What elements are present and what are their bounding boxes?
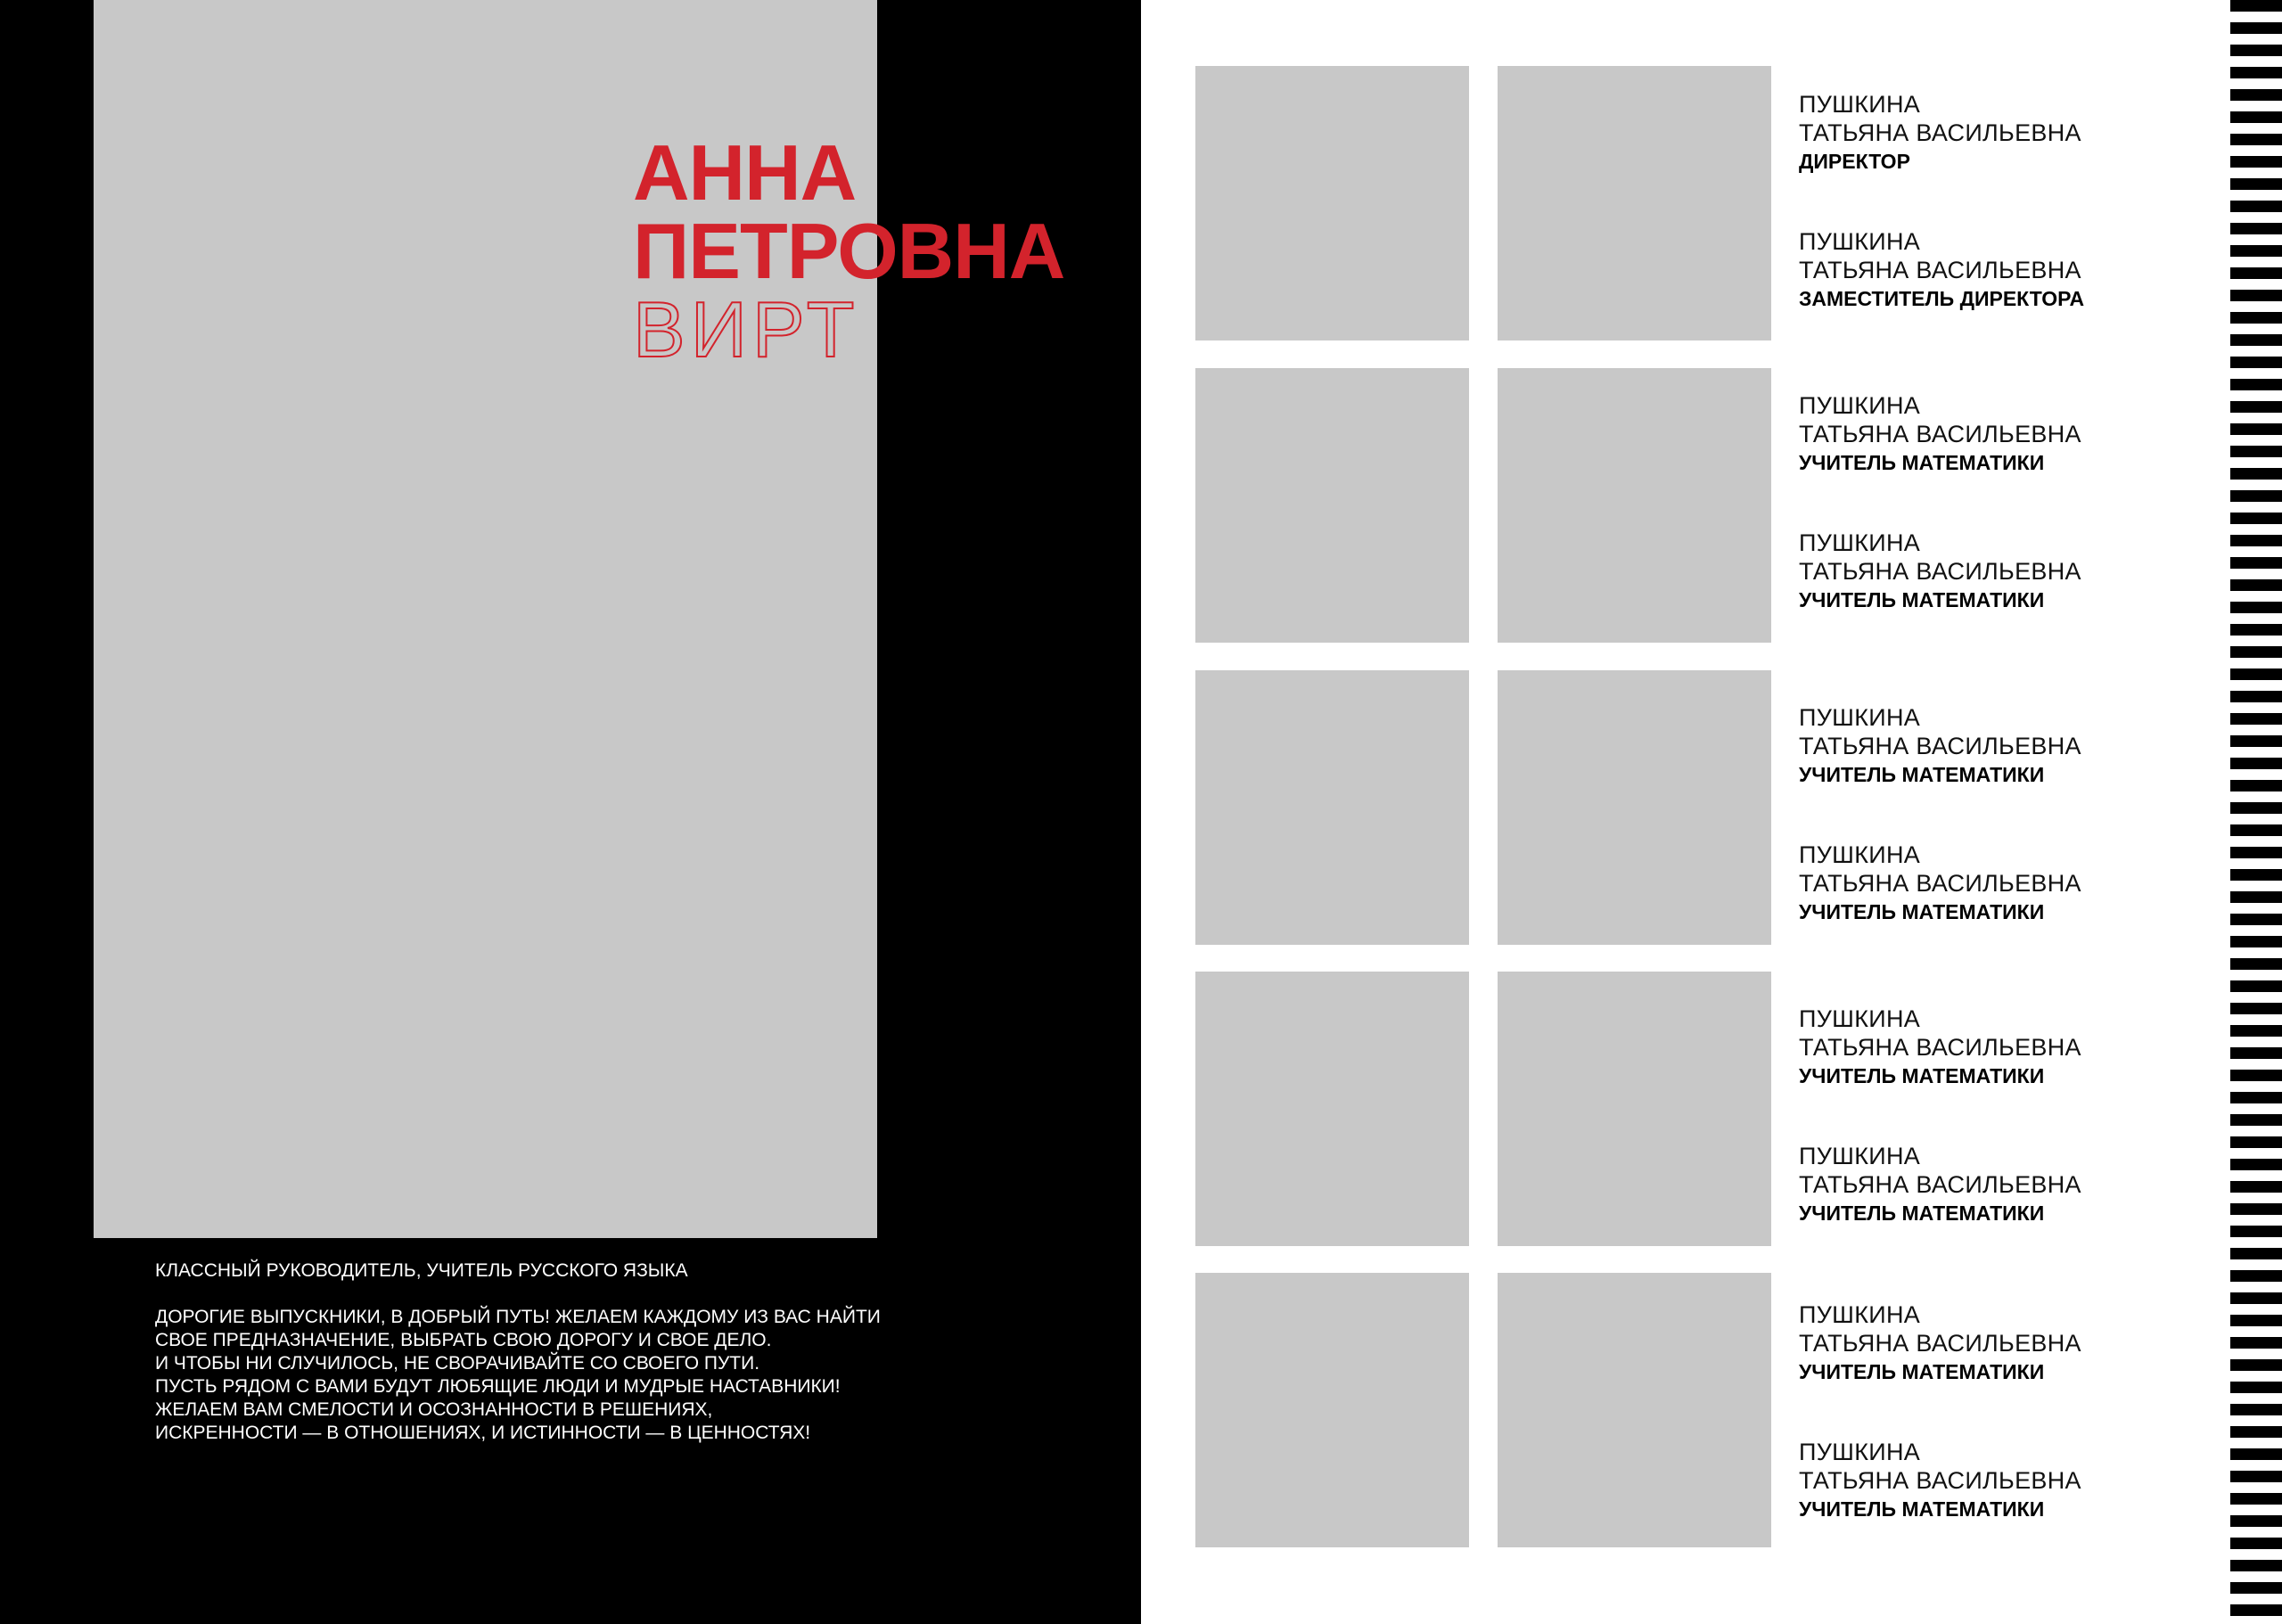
staff-surname: ПУШКИНА [1799, 1005, 1921, 1032]
staff-photo-placeholder [1195, 670, 1469, 945]
staff-entry [1799, 841, 2081, 926]
staff-given-name: ТАТЬЯНА ВАСИЛЬЕВНА [1799, 421, 2081, 447]
featured-teacher-info [155, 1259, 957, 1445]
staff-entry [1799, 1300, 2081, 1386]
teacher-role: КЛАССНЫЙ РУКОВОДИТЕЛЬ, УЧИТЕЛЬ РУССКОГО ЯЗЫКА [155, 1260, 688, 1281]
staff-surname: ПУШКИНА [1799, 91, 1921, 118]
staff-surname: ПУШКИНА [1799, 841, 1921, 868]
staff-entry [1799, 1438, 2081, 1523]
staff-entry [1799, 90, 2081, 176]
staff-given-name: ТАТЬЯНА ВАСИЛЬЕВНА [1799, 558, 2081, 585]
staff-position: УЧИТЕЛЬ МАТЕМАТИКИ [1799, 1360, 2045, 1383]
staff-photo-placeholder [1498, 66, 1771, 340]
staff-position: ЗАМЕСТИТЕЛЬ ДИРЕКТОРА [1799, 287, 2085, 310]
staff-surname: ПУШКИНА [1799, 1143, 1921, 1169]
staff-entry [1799, 1005, 2081, 1090]
staff-surname: ПУШКИНА [1799, 1301, 1921, 1328]
featured-teacher-name [633, 128, 1065, 373]
staff-given-name: ТАТЬЯНА ВАСИЛЬЕВНА [1799, 257, 2081, 283]
staff-position: УЧИТЕЛЬ МАТЕМАТИКИ [1799, 1202, 2045, 1225]
staff-surname: ПУШКИНА [1799, 228, 1921, 255]
staff-position: УЧИТЕЛЬ МАТЕМАТИКИ [1799, 451, 2045, 474]
staff-given-name: ТАТЬЯНА ВАСИЛЬЕВНА [1799, 119, 2081, 146]
staff-position: ДИРЕКТОР [1799, 150, 1910, 173]
staff-position: УЧИТЕЛЬ МАТЕМАТИКИ [1799, 588, 2045, 611]
staff-photo-placeholder [1498, 1273, 1771, 1547]
staff-photo-placeholder [1195, 368, 1469, 643]
wish-line: ДОРОГИЕ ВЫПУСКНИКИ, В ДОБРЫЙ ПУТЬ! ЖЕЛАЕМ КАЖДОМУ ИЗ ВАС НАЙТИ [155, 1307, 881, 1327]
wish-line: И ЧТОБЫ НИ СЛУЧИЛОСЬ, НЕ СВОРАЧИВАЙТЕ СО СВОЕГО ПУТИ. [155, 1353, 760, 1374]
staff-position: УЧИТЕЛЬ МАТЕМАТИКИ [1799, 900, 2045, 923]
staff-photo-placeholder [1498, 670, 1771, 945]
staff-given-name: ТАТЬЯНА ВАСИЛЬЕВНА [1799, 1330, 2081, 1357]
staff-surname: ПУШКИНА [1799, 1439, 1921, 1465]
staff-position: УЧИТЕЛЬ МАТЕМАТИКИ [1799, 763, 2045, 786]
staff-photo-placeholder [1498, 368, 1771, 643]
staff-surname: ПУШКИНА [1799, 529, 1921, 556]
first-name: АННА [633, 128, 857, 217]
staff-entry [1799, 227, 2084, 313]
staff-surname: ПУШКИНА [1799, 704, 1921, 731]
staff-given-name: ТАТЬЯНА ВАСИЛЬЕВНА [1799, 1467, 2081, 1494]
staff-position: УЧИТЕЛЬ МАТЕМАТИКИ [1799, 1064, 2045, 1087]
staff-given-name: ТАТЬЯНА ВАСИЛЬЕВНА [1799, 870, 2081, 897]
last-name-outline: ВИРТ [633, 285, 860, 373]
wish-line: ИСКРЕННОСТИ — В ОТНОШЕНИЯХ, И ИСТИННОСТИ — В ЦЕННОСТЯХ! [155, 1423, 811, 1443]
staff-entry [1799, 1142, 2081, 1227]
patronymic: ПЕТРОВНА [633, 207, 1065, 295]
wish-line: ПУСТЬ РЯДОМ С ВАМИ БУДУТ ЛЮБЯЩИЕ ЛЮДИ И МУДРЫЕ НАСТАВНИКИ! [155, 1376, 841, 1397]
striped-edge-decoration [2230, 0, 2282, 1624]
staff-photo-placeholder [1195, 1273, 1469, 1547]
wish-line: СВОЕ ПРЕДНАЗНАЧЕНИЕ, ВЫБРАТЬ СВОЮ ДОРОГУ И СВОЕ ДЕЛО. [155, 1330, 772, 1350]
staff-given-name: ТАТЬЯНА ВАСИЛЬЕВНА [1799, 1034, 2081, 1061]
staff-surname: ПУШКИНА [1799, 392, 1921, 419]
staff-position: УЧИТЕЛЬ МАТЕМАТИКИ [1799, 1497, 2045, 1521]
staff-entry [1799, 703, 2081, 789]
staff-entry [1799, 391, 2081, 477]
staff-given-name: ТАТЬЯНА ВАСИЛЬЕВНА [1799, 1171, 2081, 1198]
wish-line: ЖЕЛАЕМ ВАМ СМЕЛОСТИ И ОСОЗНАННОСТИ В РЕШЕНИЯХ, [155, 1399, 713, 1420]
staff-photo-placeholder [1195, 66, 1469, 340]
staff-photo-placeholder [1195, 972, 1469, 1246]
staff-given-name: ТАТЬЯНА ВАСИЛЬЕВНА [1799, 733, 2081, 759]
staff-entry [1799, 529, 2081, 614]
staff-photo-placeholder [1498, 972, 1771, 1246]
